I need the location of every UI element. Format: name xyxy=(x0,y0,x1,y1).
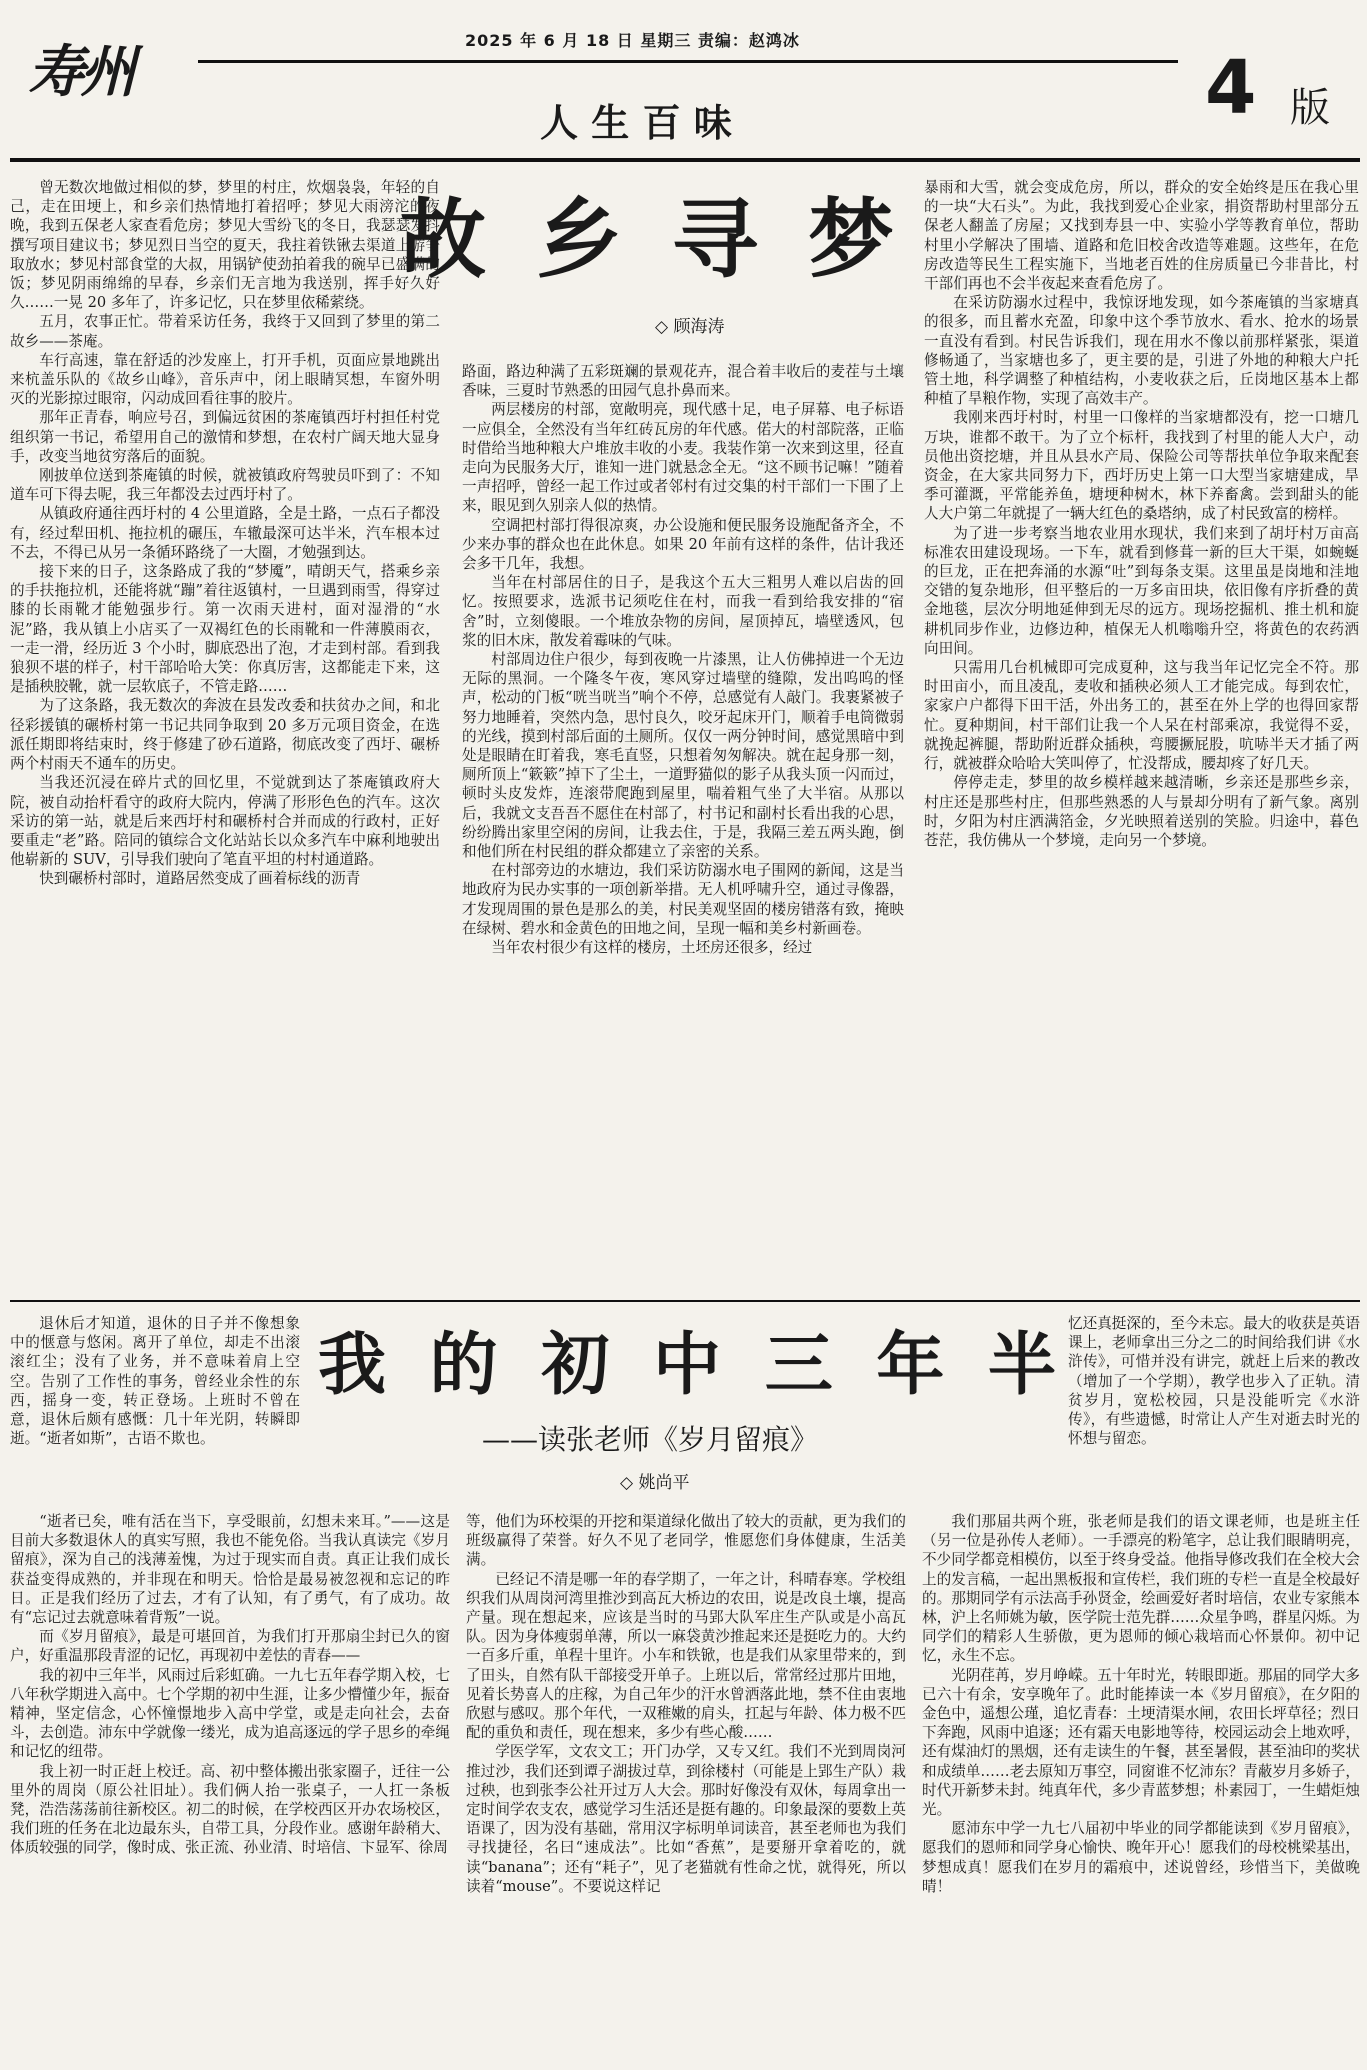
paragraph: 当我还沉浸在碎片式的回忆里，不觉就到达了茶庵镇政府大院，被自动抬杆看守的政府大院内，停满了形形色色的汽车。这次采访的第一站，就是后来西圩村和碾桥村合并而成的行政村，正好要重走“老”路。陪同的镇综合文化站站长以众多汽车中麻利地驶出他崭新的 SUV，引导我们驶向了笔直平坦的村村通道路。 xyxy=(10,774,440,869)
paragraph: 刚披单位送到茶庵镇的时候，就被镇政府驾驶员吓到了：不知道车可下得去呢，我三年都没去过西圩村了。 xyxy=(10,467,440,504)
paragraph: 那年正青春，响应号召，到偏远贫困的茶庵镇西圩村担任村党组织第一书记，希望用自己的激情和梦想，在农村广阔天地大显身手，改变当地贫穷落后的面貌。 xyxy=(10,409,440,465)
article1-column-3 xyxy=(924,178,1359,1290)
paragraph: 两层楼房的村部，宽敞明亮，现代感十足，电子屏幕、电子标语一应俱全，全然没有当年红砖瓦房的年代感。偌大的村部院落，正临时借给当地种粮大户堆放丰收的小麦。我装作第一次来到这里，径直走向为民服务大厅，谁知一进门就悬念全无。“这不顾书记嘛！”随着一声招呼，曾经一起工作过或者邻村有过交集的村干部们一下围了上来，眼见到久别亲人似的热情。 xyxy=(462,401,904,515)
paragraph: 学医学军，文农文工；开门办学，又专又红。我们不光到周岗河推过沙，我们还到谭子湖拔过草，到徐楼村（可能是上郢生产队）栽过秧，也到张李公社开过万人大会。那时好像没有双休，每周拿出一定时间学农支农，感觉学习生活还是挺有趣的。印象最深的要数上英语课了，因为没有基础，常用汉字标明单词读音，甚至老师也为我们寻找捷径，名曰“速成法”。比如“香蕉”，是要掰开拿着吃的，就读“banana”；还有“耗子”，见了老猫就有性命之忧，就得死，所以读着“mouse”。不要说这样记 xyxy=(466,1743,906,1895)
paragraph: 停停走走，梦里的故乡模样越来越清晰，乡亲还是那些乡亲，村庄还是那些村庄，但那些熟悉的人与景却分明有了新气象。离别时，夕阳为村庄洒满箔金，夕光映照着送别的笑脸。归途中，暮色苍茫，我仿佛从一个梦境，走向另一个梦境。 xyxy=(924,774,1359,849)
header-bottom-rule xyxy=(10,158,1360,162)
paragraph: 在村部旁边的水塘边，我们采访防溺水电子围网的新闻，这是当地政府为民办实事的一项创新举措。无人机呼啸升空，通过寻像器，才发现周围的景色是那么的美，村民美观坚固的楼房错落有致，掩映在绿树、碧水和金黄色的田地之间，呈现一幅和美乡村新画卷。 xyxy=(462,862,904,937)
article2-column-1 xyxy=(10,1512,450,2064)
article1-column-1 xyxy=(10,178,440,1290)
paragraph: 接下来的日子，这条路成了我的“梦魇”，晴朗天气，搭乘乡亲的手扶拖拉机，还能将就“蹦”着往返镇村，一旦遇到雨雪，得穿过膝的长雨靴才能勉强步行。第一次雨天进村，面对湿滑的“水泥”路，我从镇上小店买了一双褐红色的长雨靴和一件薄膜雨衣，一走一滑，经历近 3 个小时，脚底恐出了泡，才走到村部。看到我狼狈不堪的样子，村干部哈哈大笑：你真厉害，这都能走下来，这是插秧胶靴，就一层软底子，不管走路…… xyxy=(10,563,440,696)
paragraph: 等，他们为环校渠的开挖和渠道绿化做出了较大的贡献，更为我们的班级赢得了荣誉。好久不见了老同学，惟愿您们身体健康，生活美满。 xyxy=(466,1513,906,1569)
paragraph: 五月，农事正忙。带着采访任务，我终于又回到了梦里的第二故乡——茶庵。 xyxy=(10,313,440,350)
article2-subtitle: ——读张老师《岁月留痕》 xyxy=(482,1423,819,1456)
masthead-logo: 寿州 xyxy=(28,39,132,105)
paragraph: 我上初一时正赶上校迁。高、初中整体搬出张家圈子，迁往一公里外的周岗（原公社旧址）。我们俩人抬一张桌子，一人扛一条板凳，浩浩荡荡前往新校区。初二的时候，在学校西区开办农场校区，我们班的任务在北边最东头，自带工具，分段作业。感谢年龄稍大、体质较强的同学，像时成、张正流、孙业清、时培信、卞显军、徐周 xyxy=(10,1762,450,1857)
paragraph: 我的初中三年半，风雨过后彩虹确。一九七五年春学期入校，七八年秋学期进入高中。七个学期的初中生涯，让多少懵懂少年，振奋精神，坚定信念，心怀憧憬地步入高中学堂，或是走向社会，去奋斗，去创造。沛东中学就像一缕光，成为追高逐远的学子思乡的牵绳和记忆的纽带。 xyxy=(10,1666,450,1761)
paragraph: 愿沛东中学一九七八届初中毕业的同学都能读到《岁月留痕》，愿我们的恩师和同学身心愉快、晚年开心！愿我们的母校桃梁基出，梦想成真！愿我们在岁月的霜痕中，述说曾经，珍惜当下，美做晚晴！ xyxy=(922,1820,1360,1895)
dateline: 2025 年 6 月 18 日 星期三 责编：赵鸿冰 xyxy=(465,31,800,50)
paragraph: “逝者已矣，唯有活在当下，享受眼前，幻想未来耳。”——这是目前大多数退休人的真实写照，我也不能免俗。当我认真读完《岁月留痕》，深为自己的浅薄羞愧，为过于现实而自责。真正让我们成长获益变得成熟的，并非现在和明天。恰恰是最易被忽视和忘记的昨日。正是我们经历了过去，才有了认知，有了勇气，有了成功。故有“忘记过去就意味着背叛”一说。 xyxy=(10,1513,450,1627)
article2-column-1-top xyxy=(10,1314,300,1510)
paragraph: 为了这条路，我无数次的奔波在县发改委和扶贫办之间，和北径彩援镇的碾桥村第一书记共同争取到 20 多万元项目资金，在选派任期即将结束时，终于修建了砂石道路，彻底改变了西圩、碾桥两个村雨天不通车的历史。 xyxy=(10,697,440,773)
article-divider xyxy=(10,1300,1360,1302)
paragraph: 退休后才知道，退休的日子并不像想象中的惬意与悠闲。离开了单位，却走不出滚滚红尘；没有了业务，并不意味着肩上空空。告别了工作性的事务，曾经业余性的东西，摇身一变，转正登场。上班时不曾在意，退休后颇有感慨：几十年光阴，转瞬即逝。“逝者如斯”，古语不欺也。 xyxy=(10,1315,300,1448)
article2-column-3 xyxy=(922,1512,1360,2064)
paragraph: 曾无数次地做过相似的梦，梦里的村庄，炊烟袅袅，年轻的自己，走在田埂上，和乡亲们热情地打着招呼；梦见大雨滂沱的夜晚，我到五保老人家查看危房；梦见大雪纷飞的冬日，我瑟瑟发抖撰写项目建议书；梦见烈日当空的夏天，我拄着铁锹去渠道上游争取放水；梦见村部食堂的大叔，用锅铲使劲拍着我的碗早已盛满的饭；梦见阴雨绵绵的早春，乡亲们无言地为我送别，挥手好久好久……一晃 20 多年了，许多记忆，只在梦里依稀萦绕。 xyxy=(10,179,440,312)
paragraph: 我刚来西圩村时，村里一口像样的当家塘都没有，挖一口塘几万块，谁都不敢干。为了立个标杆，我找到了村里的能人大户，动员他出资挖塘，并且从县水产局、保险公司等帮扶单位争取来配套资金，在大家共同努力下，西圩历史上第一口大型当家塘建成，旱季可灌溉，平常能养鱼，塘埂种树木，林下养畜禽。尝到甜头的能人大户第二年就提了一辆大红色的桑塔纳，成了村民致富的榜样。 xyxy=(924,409,1359,523)
paragraph: 从镇政府通往西圩村的 4 公里道路，全是土路，一点石子都没有，经过犁田机、拖拉机的碾压，车辙最深可达半米，汽车根本过不去，不得已从另一条循环路绕了一大圈，才勉强到达。 xyxy=(10,505,440,561)
paragraph: 路面，路边种满了五彩斑斓的景观花卉，混合着丰收后的麦茬与土壤香味，三夏时节熟悉的田园气息扑鼻而来。 xyxy=(462,363,904,400)
article2-title: 我 的 初 中 三 年 半 xyxy=(318,1325,1067,1405)
paragraph: 为了进一步考察当地农业用水现状，我们来到了胡圩村万亩高标准农田建设现场。一下车，就看到修葺一新的巨大干渠，如蜿蜒的巨龙，正在把奔涌的水源“吐”到每条支渠。这里虽是岗地和洼地交错的复杂地形，但平整后的一万多亩田块，依旧像有序折叠的黄金地毯，层次分明地延伸到无尽的远方。现场挖掘机、推土机和旋耕机同步作业，边修边种，植保无人机嗡嗡升空，将黄色的农药洒向田间。 xyxy=(924,524,1359,657)
paragraph: 暴雨和大雪，就会变成危房，所以，群众的安全始终是压在我心里的一块“大石头”。为此，我找到爱心企业家，捐资帮助村里部分五保老人翻盖了房屋；又找到寿县一中、实验小学等教育单位，帮助村里小学解决了围墙、道路和危旧校舍改造等难题。这些年，在危房改造等民生工程实施下，当地老百姓的住房质量已今非昔比，村干部们再也不会半夜起来查看危房了。 xyxy=(924,179,1359,293)
page-suffix: 版 xyxy=(1290,85,1330,131)
article1-byline: ◇ 顾海涛 xyxy=(655,317,725,337)
paragraph: 忆还真挺深的，至今未忘。最大的收获是英语课上，老师拿出三分之二的时间给我们讲《水浒传》，可惜并没有讲完，就赶上后来的教改（增加了一个学期），教学也步入了正轨。清贫岁月，宽松校园，只是没能听完《水浒传》，有些遗憾，时常让人产生对逝去时光的怀想与留恋。 xyxy=(1068,1315,1360,1448)
article2-byline: ◇ 姚尚平 xyxy=(620,1473,690,1493)
paragraph: 快到碾桥村部时，道路居然变成了画着标线的沥青 xyxy=(39,870,361,888)
page-number: 4 xyxy=(1205,45,1257,131)
paragraph: 已经记不清是哪一年的春学期了，一年之计，科晴春寒。学校组织我们从周岗河湾里推沙到高瓦大桥边的农田，说是改良土壤，提高产量。现在想起来，应该是当时的马郢大队军庄生产队或是小高瓦队。因为身体瘦弱单薄，所以一麻袋黄沙推起来还是挺吃力的。大约一百多斤重，单程十里许。小车和铁锨，也是我们从家里带来的，到了田头，自然有队干部接受开单子。上班以后，常常经过那片田地，见着长势喜人的庄稼，为自己年少的汗水曾洒落此地，禁不住由衷地欣慰与感叹。那个年代，一双稚嫩的肩头，扛起与年龄、体力极不匹配的重负和责任，现在想来，多少有些心酸…… xyxy=(466,1570,906,1742)
article1-title: 故 乡 寻 梦 xyxy=(400,190,904,290)
header-rule xyxy=(198,60,1178,63)
paragraph: 我们那届共两个班，张老师是我们的语文课老师，也是班主任（另一位是孙传人老师）。一手漂亮的粉笔字，总让我们眼睛明亮，不少同学都竞相模仿，以至于终身受益。他指导修改我们在全校大会上的发言稿，一起出黑板报和宣传栏，我们班的专栏一直是全校最好的。那期同学有示法高手孙贤金，绘画爱好者时培信，农业专家熊本林，沪上名师姚为敏，医学院士范先群……众星争鸣，群星闪烁。为同学们的精彩人生骄傲，更为恩师的倾心栽培而心怀景仰。初中记忆，永生不忘。 xyxy=(922,1513,1360,1665)
paragraph: 在采访防溺水过程中，我惊讶地发现，如今茶庵镇的当家塘真的很多，而且蓄水充盈，印象中这个季节放水、看水、抢水的场景一直没有看到。村民告诉我们，现在用水不像以前那样紧张，渠道修畅通了，当家塘也多了，更主要的是，引进了外地的种粮大户托管土地，科学调整了种植结构，小麦收获之后，丘岗地区基本上都种植了旱粮作物，实现了高效丰产。 xyxy=(924,294,1359,408)
article1-column-2 xyxy=(462,362,904,1290)
paragraph: 空调把村部打得很凉爽，办公设施和便民服务设施配备齐全，不少来办事的群众也在此休息。如果 20 年前有这样的条件，估计我还会多干几年，我想。 xyxy=(462,516,904,573)
paragraph: 只需用几台机械即可完成夏种，这与我当年记忆完全不符。那时田亩小，而且凌乱，麦收和插秧必须人工才能完成。每到农忙，家家户户都得下田干活，外出务工的，甚至在外上学的也得回家帮忙。夏种期间，村干部们让我一个人呆在村部乘凉，我觉得不妥，就挽起裤腿，帮助附近群众插秧，弯腰撅屁股，吭哧半天才插了两行，就被群众哈哈大笑叫停了，忙没帮成，腰却疼了好几天。 xyxy=(924,659,1359,773)
paragraph: 而《岁月留痕》，最是可堪回首，为我们打开那扇尘封已久的窗户，好重温那段青涩的记忆，再现初中差怯的青春—— xyxy=(10,1628,450,1665)
paragraph: 当年农村很少有这样的楼房，土坯房还很多，经过 xyxy=(491,939,813,957)
paragraph: 光阴荏苒，岁月峥嵘。五十年时光，转眼即逝。那届的同学大多已六十有余，安享晚年了。此时能捧读一本《岁月留痕》，在夕阳的金色中，遥想公瑾，追忆青春：土埂清渠水闸，农田长坪草径；烈日下奔跑，风雨中追逐；还有霜天电影地等待，校园运动会上地欢呼，还有煤油灯的黑烟，还有走读生的午餐，甚至暑假，甚至油印的奖状和成绩单……老去原知万事空，同窗谁不忆沛东？青蔽岁月多娇子，时代开新梦未封。纯真年代，多少青蓝梦想；朴素园丁，一生蜡炬烛光。 xyxy=(922,1666,1360,1819)
paragraph: 车行高速，靠在舒适的沙发座上，打开手机，页面应景地跳出来杭盖乐队的《故乡山峰》，音乐声中，闭上眼睛冥想，车窗外明灭的光影掠过眼帘，闪动成回看往事的胶片。 xyxy=(10,351,440,408)
article2-column-2 xyxy=(466,1512,906,2064)
section-title: 人 生 百 味 xyxy=(540,100,732,145)
paragraph: 村部周边住户很少，每到夜晚一片漆黑，让人仿佛掉进一个无边无际的黑洞。一个隆冬午夜，寒风穿过墙壁的缝隙，发出呜呜的怪声，松动的门板“咣当咣当”响个不停，总感觉有人敲门。我裹紧被子努力地睡着，突然内急，思忖良久，咬牙起床开门，顺着手电筒微弱的光线，摸到村部后面的土厕所。仅仅一两分钟时间，感觉黑暗中到处是眼睛在盯着我，寒毛直竖，只想着匆匆解决。就在起身那一刻，厕所顶上“簌簌”掉下了尘土，一道野猫似的影子从我头顶一闪而过，顿时头皮发炸，连滚带爬跑到屋里，喘着粗气坐了大半宿。从那以后，我就文支吾吾不愿住在村部了，村书记和副村长看出我的心思，纷纷腾出家里空闲的房间，让我去住，于是，我隔三差五两头跑，倒和他们所在村民组的群众都建立了亲密的关系。 xyxy=(462,651,904,861)
article2-column-3-top xyxy=(1068,1314,1360,1510)
paragraph: 当年在村部居住的日子，是我这个五大三粗男人难以启齿的回忆。按照要求，选派书记须吃住在村，而我一看到给我安排的“宿舍”时，立刻傻眼。一个堆放杂物的房间，屋顶掉瓦，墙壁透风，包浆的旧木床，散发着霉味的气味。 xyxy=(462,574,904,649)
